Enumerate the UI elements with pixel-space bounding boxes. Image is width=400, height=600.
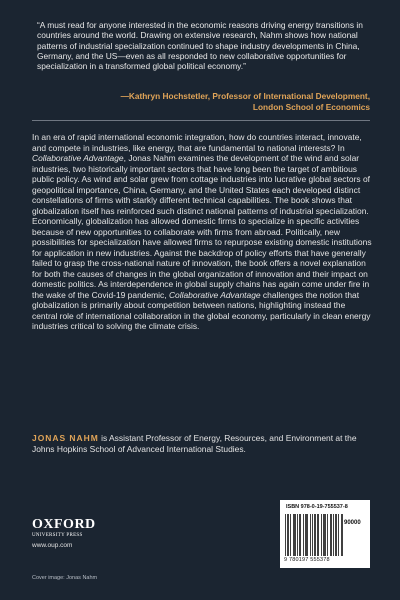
barcode-stripe — [315, 514, 316, 556]
attribution-line-1: —Kathryn Hochstetler, Professor of International Development, — [120, 91, 370, 101]
publisher-website: www.oup.com — [32, 542, 73, 549]
barcode-stripe — [317, 514, 318, 556]
barcode-stripe — [312, 514, 313, 556]
barcode-stripe — [294, 514, 295, 556]
description-part-2: , Jonas Nahm examines the development of the wind and solar industries, two historically important sectors that have long been the target of ambitious public policy. As wind and solar grew from cottage industries into lucrative global sectors of geopolitical importance, China, Germany, and the United States each developed distinct constellations of firms with starkly different technical capabilities. The book shows that globalization itself has reinforced such distinct national patterns of industrial specialization. Economically, globalization has allowed domestic firms to specialize in specific activities because of new opportunities to collaborate with firms from abroad. Politically, new possibilities for specialization have allowed firms to repurpose existing domestic institutions for application in new industries. Against the backdrop of policy efforts that have generally failed to grasp the cross-national nature of innovation, the book offers a novel explanation for both the causes of changes in the global organization of innovation and their impact on domestic politics. As interdependence in global supply chains has again come under fire in the wake of the Covid-19 pandemic, — [32, 153, 372, 300]
barcode-stripe — [297, 514, 298, 556]
barcode-stripe — [293, 514, 294, 556]
barcode-stripe — [333, 514, 334, 556]
barcode-stripe — [336, 514, 337, 556]
publisher-logo-sub: UNIVERSITY PRESS — [32, 533, 83, 538]
price-code: 90000 — [344, 520, 361, 526]
isbn-text: ISBN 978-0-19-755537-8 — [286, 504, 348, 510]
section-divider — [32, 120, 370, 121]
barcode-stripe — [331, 514, 332, 556]
barcode-stripe — [288, 514, 289, 556]
barcode-bars — [285, 514, 343, 556]
publisher-logo-main: OXFORD — [32, 517, 96, 532]
barcode-stripe — [300, 514, 301, 556]
description-part-1: In an era of rapid international economic integration, how do countries interact, innovate, and compete in industries, like energy, that are fundamental to national interests? In — [32, 132, 362, 153]
author-bio-text: is Assistant Professor of Energy, Resources, and Environment at the Johns Hopkins School of Advanced International Studies. — [32, 433, 357, 454]
book-title-ref-1: Collaborative Advantage — [32, 153, 124, 163]
barcode-stripe — [287, 514, 288, 556]
barcode-stripe — [330, 514, 331, 556]
barcode-stripe — [314, 514, 315, 556]
publisher-logo — [32, 518, 102, 539]
barcode-stripe — [290, 514, 291, 556]
barcode-stripe — [335, 514, 336, 556]
barcode-stripe — [325, 514, 326, 556]
attribution-line-2: London School of Economics — [252, 101, 370, 112]
barcode-stripe — [338, 514, 339, 556]
barcode-stripe — [295, 514, 296, 556]
barcode-stripe — [303, 514, 304, 556]
barcode-stripe — [323, 514, 324, 556]
barcode-stripe — [310, 514, 311, 556]
author-name: JONAS NAHM — [32, 433, 99, 443]
endorsement-quote: “A must read for anyone interested in the economic reasons driving energy transitions in countries around the world. Drawing on extensive research, Nahm shows how national patterns of industrial specialization continued to shape industry developments in China, Germany, and the US—even as all responded to new collaborative opportunities for specialization in a transformed global political economy.” — [37, 20, 363, 72]
barcode-stripe — [307, 514, 308, 556]
barcode-stripe — [305, 514, 306, 556]
barcode-stripe — [342, 514, 343, 556]
author-bio — [32, 433, 372, 454]
barcode-stripe — [327, 514, 328, 556]
endorsement-attribution — [70, 91, 370, 113]
barcode-stripe — [321, 514, 322, 556]
book-title-ref-2: Collaborative Advantage — [168, 289, 261, 300]
cover-image-credit: Cover image: Jonas Nahm — [32, 575, 98, 581]
barcode-stripe — [324, 514, 325, 556]
barcode-digits: 9 780197 555378 — [284, 557, 330, 563]
description-part-3: challenges the notion that globalization is primarily about competition between nations, highlighting instead the central role of international collaboration in the global economy, particularly in clean energy industries critical to solving the climate crisis. — [32, 289, 371, 331]
barcode-stripe — [318, 514, 319, 556]
barcode-stripe — [306, 514, 307, 556]
book-description — [32, 132, 372, 332]
barcode-stripe — [341, 514, 342, 556]
barcode-label — [280, 500, 370, 568]
barcode-stripe — [285, 514, 286, 556]
barcode-stripe — [299, 514, 300, 556]
